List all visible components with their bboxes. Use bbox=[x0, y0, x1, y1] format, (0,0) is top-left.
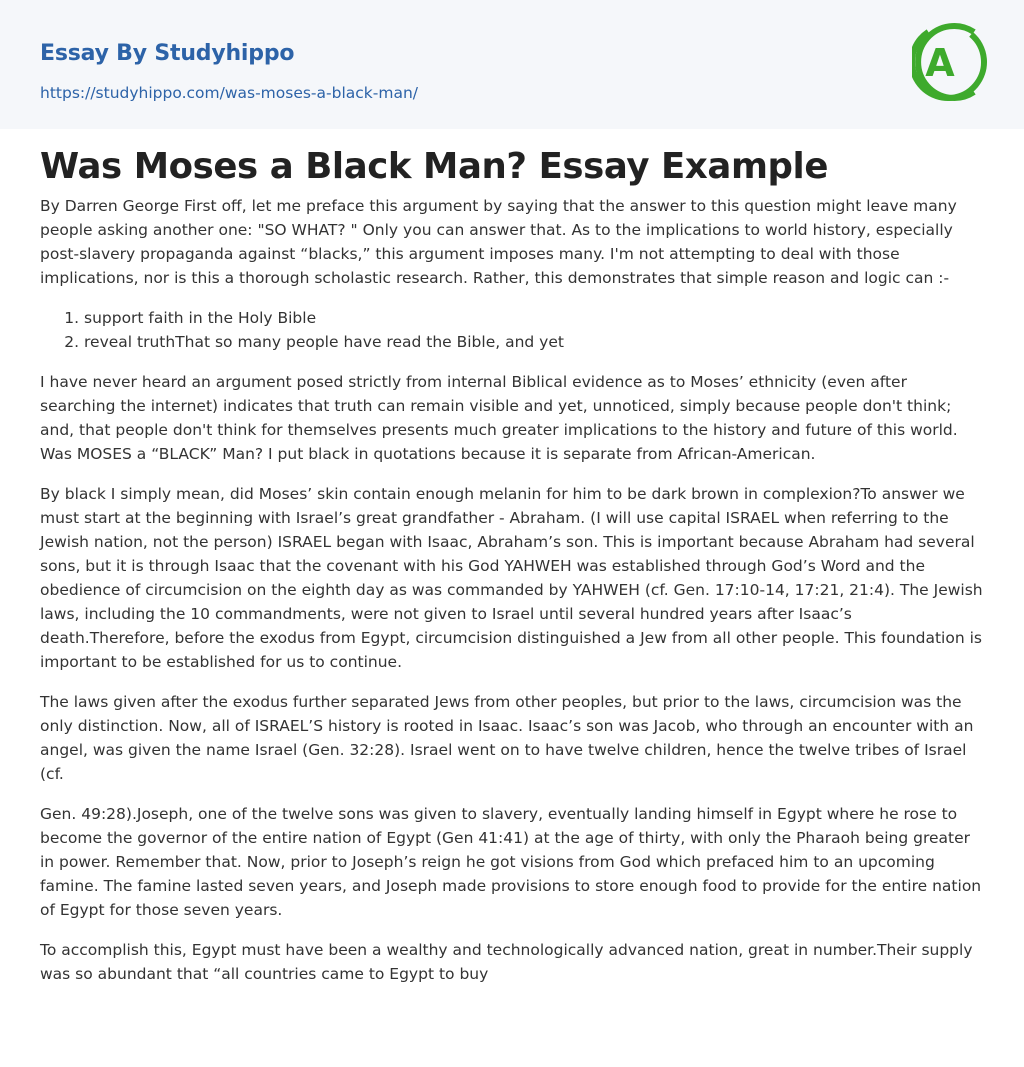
page-url-link[interactable]: https://studyhippo.com/was-moses-a-black-man/ bbox=[40, 84, 418, 102]
logo-letter: A bbox=[925, 41, 955, 85]
site-header bbox=[0, 0, 1024, 129]
body-paragraph: I have never heard an argument posed strictly from internal Biblical evidence as to Moses’ ethnicity (even after searching the internet) indicates that truth can remain visible and yet, unnoticed, simply because people don't think; and, that people don't think for themselves presents much greater implications to the history and future of this world. Was MOSES a “BLACK” Man? I put black in quotations because it is separate from African-American. bbox=[40, 373, 958, 463]
page-title: Was Moses a Black Man? Essay Example bbox=[40, 146, 828, 187]
list-item: 1. support faith in the Holy Bible bbox=[84, 306, 986, 330]
intro-paragraph: By Darren George First off, let me preface this argument by saying that the answer to this question might leave many people asking another one: "SO WHAT? " Only you can answer that. As to the implications to world history, especially post-slavery propaganda against “blacks,” this argument imposes many. I'm not attempting to deal with those implications, nor is this a thorough scholastic research. Rather, this demonstrates that simple reason and logic can :- bbox=[40, 197, 957, 287]
article-body bbox=[40, 194, 986, 1002]
body-paragraph: The laws given after the exodus further separated Jews from other peoples, but prior to the laws, circumcision was the only distinction. Now, all of ISRAEL’S history is rooted in Isaac. Isaac’s son was Jacob, who through an encounter with an angel, was given the name Israel (Gen. 32:28). Israel went on to have twelve children, hence the twelve tribes of Israel (cf. bbox=[40, 693, 974, 783]
body-paragraph: To accomplish this, Egypt must have been a wealthy and technologically advanced nation, great in number.Their supply was so abundant that “all countries came to Egypt to buy bbox=[40, 941, 973, 983]
body-paragraph: By black I simply mean, did Moses’ skin contain enough melanin for him to be dark brown in complexion?To answer we must start at the beginning with Israel’s great grandfather - Abraham. (I will use capital ISRAEL when referring to the Jewish nation, not the person) ISRAEL began with Isaac, Abraham’s son. This is important because Abraham had several sons, but it is through Isaac that the covenant with his God YAHWEH was established through God’s Word and the obedience of circumcision on the eighth day as was commanded by YAHWEH (cf. Gen. 17:10-14, 17:21, 21:4). The Jewish laws, including the 10 commandments, were not given to Israel until several hundred years after Isaac’s death.Therefore, before the exodus from Egypt, circumcision distinguished a Jew from all other people. This foundation is important to be established for us to continue. bbox=[40, 485, 983, 671]
body-paragraph: Gen. 49:28).Joseph, one of the twelve sons was given to slavery, eventually landing himself in Egypt where he rose to become the governor of the entire nation of Egypt (Gen 41:41) at the age of thirty, with only the Pharaoh being greater in power. Remember that. Now, prior to Joseph’s reign he got visions from God which prefaced him to an upcoming famine. The famine lasted seven years, and Joseph made provisions to store enough food to provide for the entire nation of Egypt for those seven years. bbox=[40, 805, 982, 919]
list-item: 2. reveal truthThat so many people have read the Bible, and yet bbox=[84, 330, 986, 354]
numbered-list bbox=[40, 306, 986, 354]
brand-title[interactable]: Essay By Studyhippo bbox=[40, 41, 295, 66]
studyhippo-logo-icon[interactable] bbox=[912, 18, 988, 106]
